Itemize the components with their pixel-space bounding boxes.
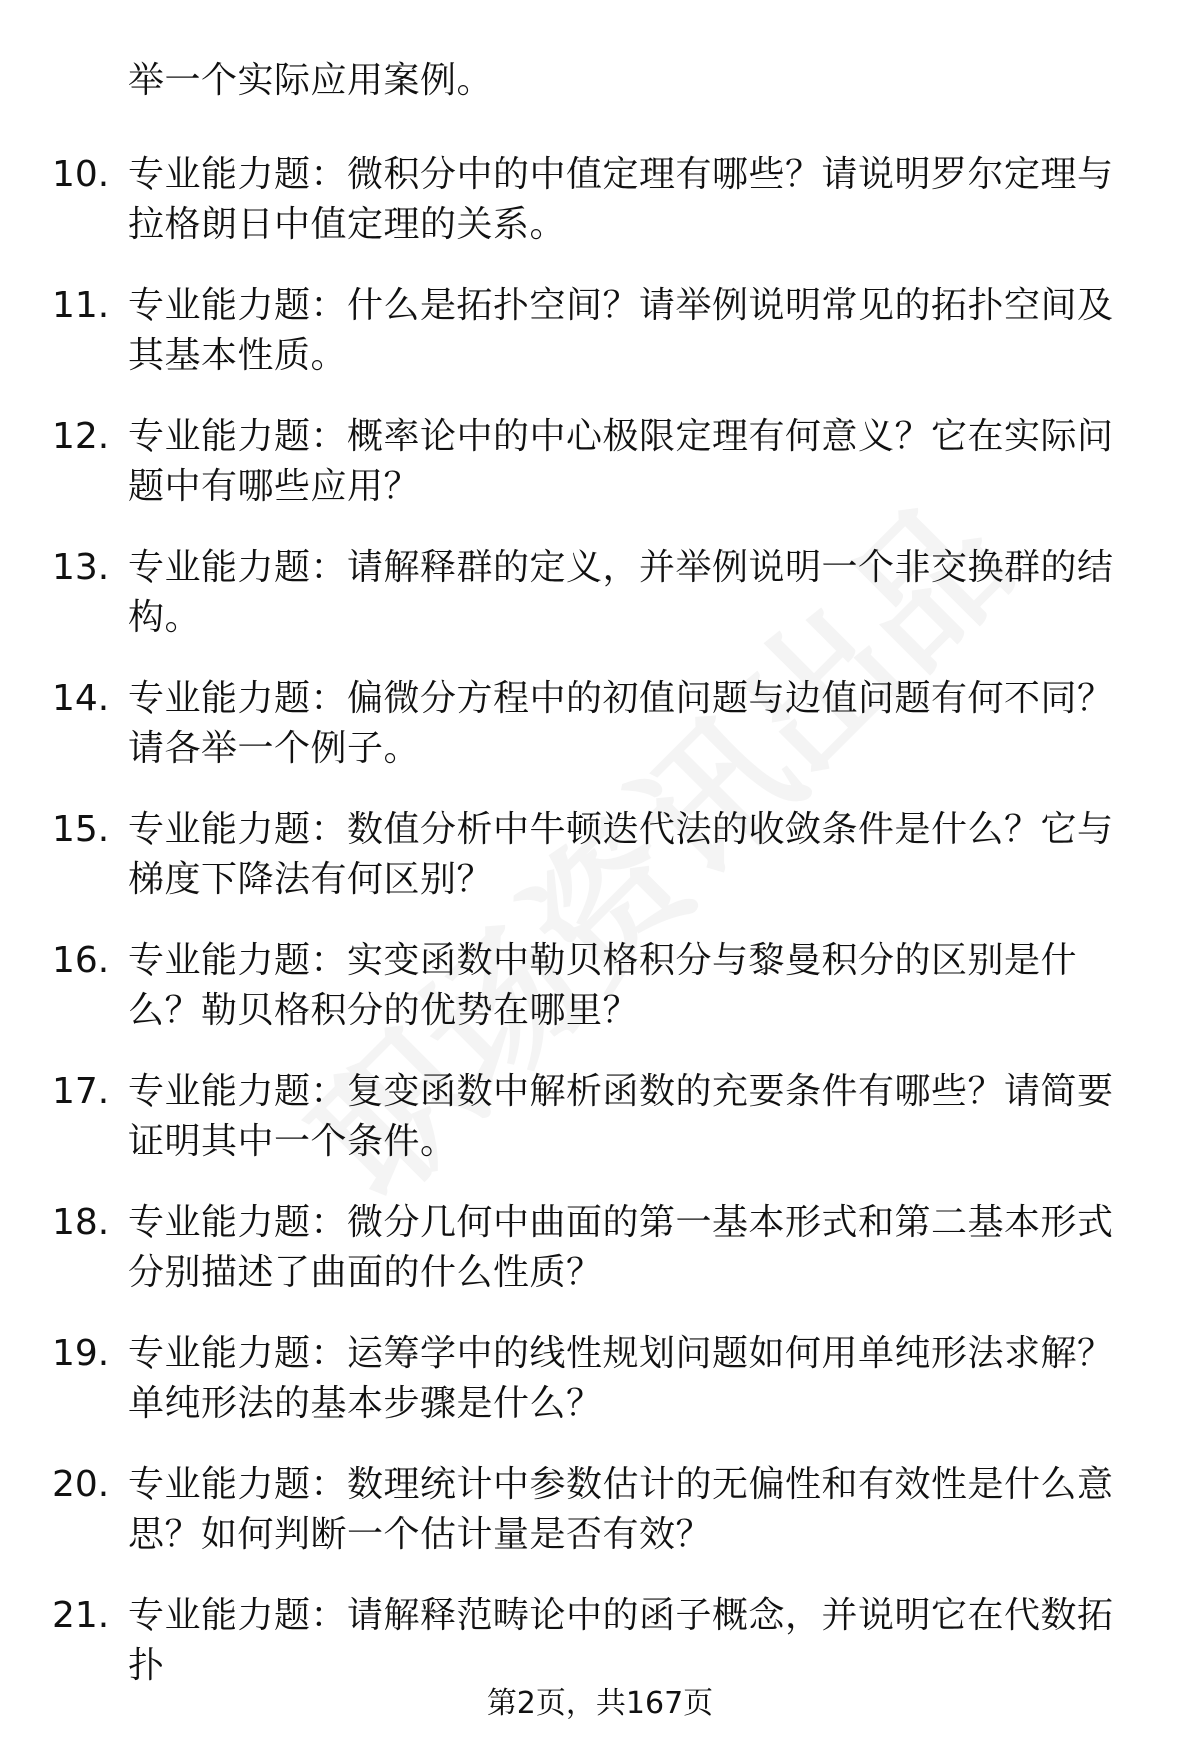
question-number: 18. xyxy=(52,1202,110,1243)
question-item-13 xyxy=(0,543,1200,674)
question-item-20 xyxy=(0,1460,1200,1591)
question-number: 12. xyxy=(52,416,110,457)
question-item-19 xyxy=(0,1329,1200,1460)
question-list xyxy=(0,150,1200,1722)
question-text: 专业能力题：数值分析中牛顿迭代法的收敛条件是什么？它与梯度下降法有何区别？ xyxy=(128,809,1114,900)
question-text: 专业能力题：复变函数中解析函数的充要条件有哪些？请简要证明其中一个条件。 xyxy=(128,1071,1114,1162)
question-item-15 xyxy=(0,805,1200,936)
continued-question-text: 举一个实际应用案例。 xyxy=(128,60,494,101)
question-text: 专业能力题：微积分中的中值定理有哪些？请说明罗尔定理与拉格朗日中值定理的关系。 xyxy=(128,154,1114,245)
question-text: 专业能力题：偏微分方程中的初值问题与边值问题有何不同？请各举一个例子。 xyxy=(128,678,1114,769)
question-text: 专业能力题：请解释范畴论中的函子概念，并说明它在代数拓扑 xyxy=(128,1595,1114,1686)
question-text: 专业能力题：请解释群的定义，并举例说明一个非交换群的结构。 xyxy=(128,547,1114,638)
question-item-16 xyxy=(0,936,1200,1067)
question-item-14 xyxy=(0,674,1200,805)
question-item-10 xyxy=(0,150,1200,281)
question-item-12 xyxy=(0,412,1200,543)
question-number: 11. xyxy=(52,285,110,326)
question-text: 专业能力题：运筹学中的线性规划问题如何用单纯形法求解？单纯形法的基本步骤是什么？ xyxy=(128,1333,1114,1424)
question-text: 专业能力题：什么是拓扑空间？请举例说明常见的拓扑空间及其基本性质。 xyxy=(128,285,1114,376)
question-number: 19. xyxy=(52,1333,110,1374)
question-item-17 xyxy=(0,1067,1200,1198)
question-text: 专业能力题：微分几何中曲面的第一基本形式和第二基本形式分别描述了曲面的什么性质？ xyxy=(128,1202,1114,1293)
question-text: 专业能力题：概率论中的中心极限定理有何意义？它在实际问题中有哪些应用？ xyxy=(128,416,1114,507)
question-number: 21. xyxy=(52,1595,110,1636)
question-number: 20. xyxy=(52,1464,110,1505)
question-number: 14. xyxy=(52,678,110,719)
question-number: 13. xyxy=(52,547,110,588)
question-number: 16. xyxy=(52,940,110,981)
question-text: 专业能力题：数理统计中参数估计的无偏性和有效性是什么意思？如何判断一个估计量是否有效？ xyxy=(128,1464,1114,1555)
question-number: 10. xyxy=(52,154,110,195)
question-item-18 xyxy=(0,1198,1200,1329)
question-number: 15. xyxy=(52,809,110,850)
page-footer: 第2页，共167页 xyxy=(486,1686,714,1721)
question-item-11 xyxy=(0,281,1200,412)
question-text: 专业能力题：实变函数中勒贝格积分与黎曼积分的区别是什么？勒贝格积分的优势在哪里？ xyxy=(128,940,1078,1031)
question-number: 17. xyxy=(52,1071,110,1112)
